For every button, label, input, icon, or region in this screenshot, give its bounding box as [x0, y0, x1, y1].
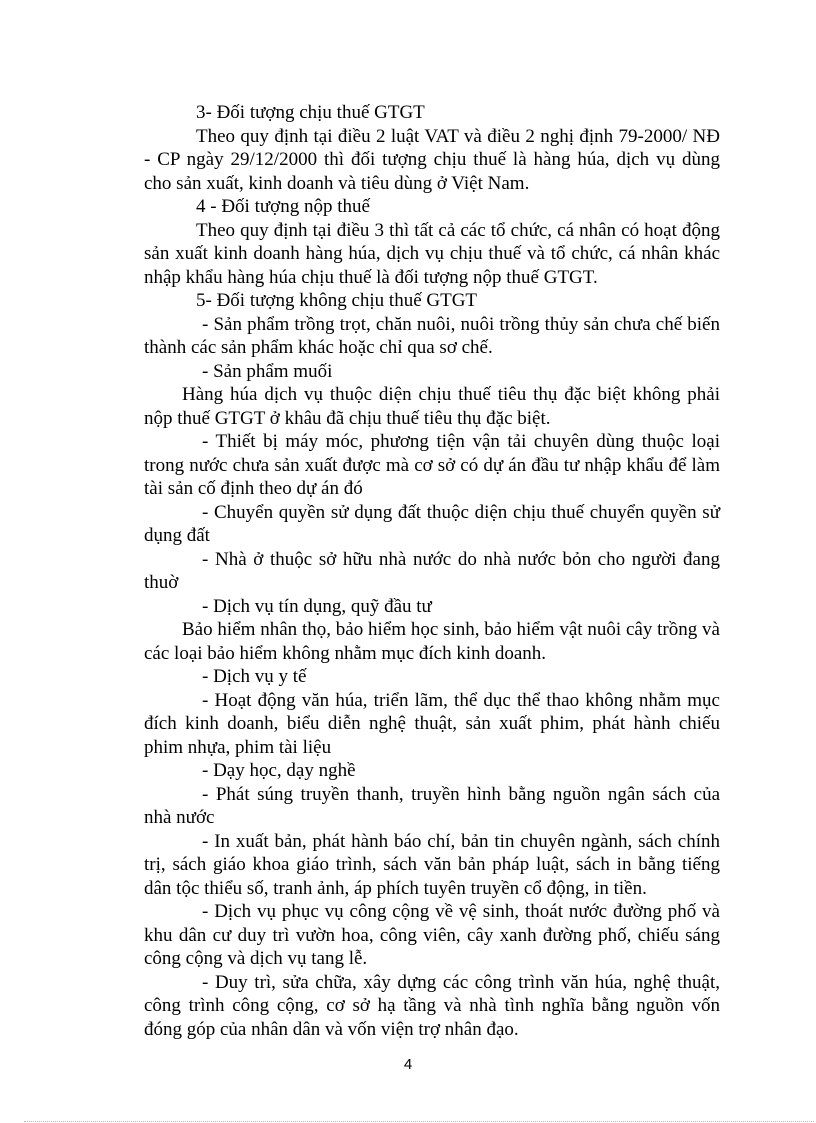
list-item: - In xuất bản, phát hành báo chí, bản tin chuyên ngành, sách chính trị, sách giáo khoa giáo trình, sách văn bản pháp luật, sách in bằng tiếng dân tộc thiểu số, tranh ảnh, áp phích tuyên truyền cổ động, in tiền.	[144, 830, 720, 899]
paragraph-taxpayers: Theo quy định tại điều 3 thì tất cả các tổ chức, cá nhân có hoạt động sản xuất kinh doanh hàng húa, dịch vụ chịu thuế và tổ chức, cá nhân khác nhập khẩu hàng húa chịu thuế là đối tượng nộp thuế GTGT.	[144, 219, 720, 288]
list-item: - Sản phẩm trồng trọt, chăn nuôi, nuôi trồng thủy sản chưa chế biến thành các sản phẩm khác hoặc chỉ qua sơ chế.	[144, 313, 720, 358]
paragraph: Hàng húa dịch vụ thuộc diện chịu thuế tiêu thụ đặc biệt không phải nộp thuế GTGT ở khâu đã chịu thuế tiêu thụ đặc biệt.	[144, 384, 720, 429]
section-heading-taxpayers: 4 - Đối tượng nộp thuế	[196, 196, 370, 217]
list-item: - Duy trì, sửa chữa, xây dựng các công trình văn húa, nghệ thuật, công trình công cộng, cơ sở hạ tầng và nhà tình nghĩa bằng nguồn vốn đóng góp của nhân dân và vốn viện trợ nhân đạo.	[144, 971, 720, 1040]
paragraph-vat-subjects: Theo quy định tại điều 2 luật VAT và điều 2 nghị định 79-2000/ NĐ - CP ngày 29/12/2000 thì đối tượng chịu thuế là hàng húa, dịch vụ dùng cho sản xuất, kinh doanh và tiêu dùng ở Việt Nam.	[144, 125, 720, 194]
list-item: - Sản phẩm muối	[202, 360, 333, 382]
list-item: - Phát súng truyền thanh, truyền hình bằng nguồn ngân sách của nhà nước	[144, 783, 720, 828]
section-heading-non-taxable: 5- Đối tượng không chịu thuế GTGT	[196, 290, 478, 311]
list-item: - Hoạt động văn húa, triển lãm, thể dục thể thao không nhằm mục đích kinh doanh, biểu diễn nghệ thuật, sản xuất phim, phát hành chiếu phim nhựa, phim tài liệu	[144, 689, 720, 758]
page-number: 4	[403, 1056, 413, 1073]
list-item: - Dạy học, dạy nghề	[202, 760, 356, 781]
list-item: - Thiết bị máy móc, phương tiện vận tải chuyên dùng thuộc loại trong nước chưa sản xuất được mà cơ sở có dự án đầu tư nhập khẩu để làm tài sản cố định theo dự án đó	[144, 431, 720, 499]
list-item: - Dịch vụ y tế	[202, 666, 307, 687]
list-item: - Nhà ở thuộc sở hữu nhà nước do nhà nước bỏn cho người đang thuờ	[144, 548, 720, 593]
list-item: - Dịch vụ phục vụ công cộng về vệ sinh, thoát nước đường phố và khu dân cư duy trì vườn hoa, công viên, cây xanh đường phố, chiếu sáng công cộng và dịch vụ tang lễ.	[144, 901, 720, 969]
paragraph: Bảo hiểm nhân thọ, bảo hiểm học sinh, bảo hiểm vật nuôi cây trồng và các loại bảo hiểm không nhằm mục đích kinh doanh.	[144, 619, 720, 664]
list-item: - Dịch vụ tín dụng, quỹ đầu tư	[202, 595, 432, 617]
list-item: - Chuyển quyền sử dụng đất thuộc diện chịu thuế chuyển quyền sử dụng đất	[144, 501, 720, 546]
footer-dotted-rule	[24, 1121, 814, 1122]
document-body	[144, 101, 720, 1041]
section-heading-vat-subjects: 3- Đối tượng chịu thuế GTGT	[196, 102, 425, 123]
